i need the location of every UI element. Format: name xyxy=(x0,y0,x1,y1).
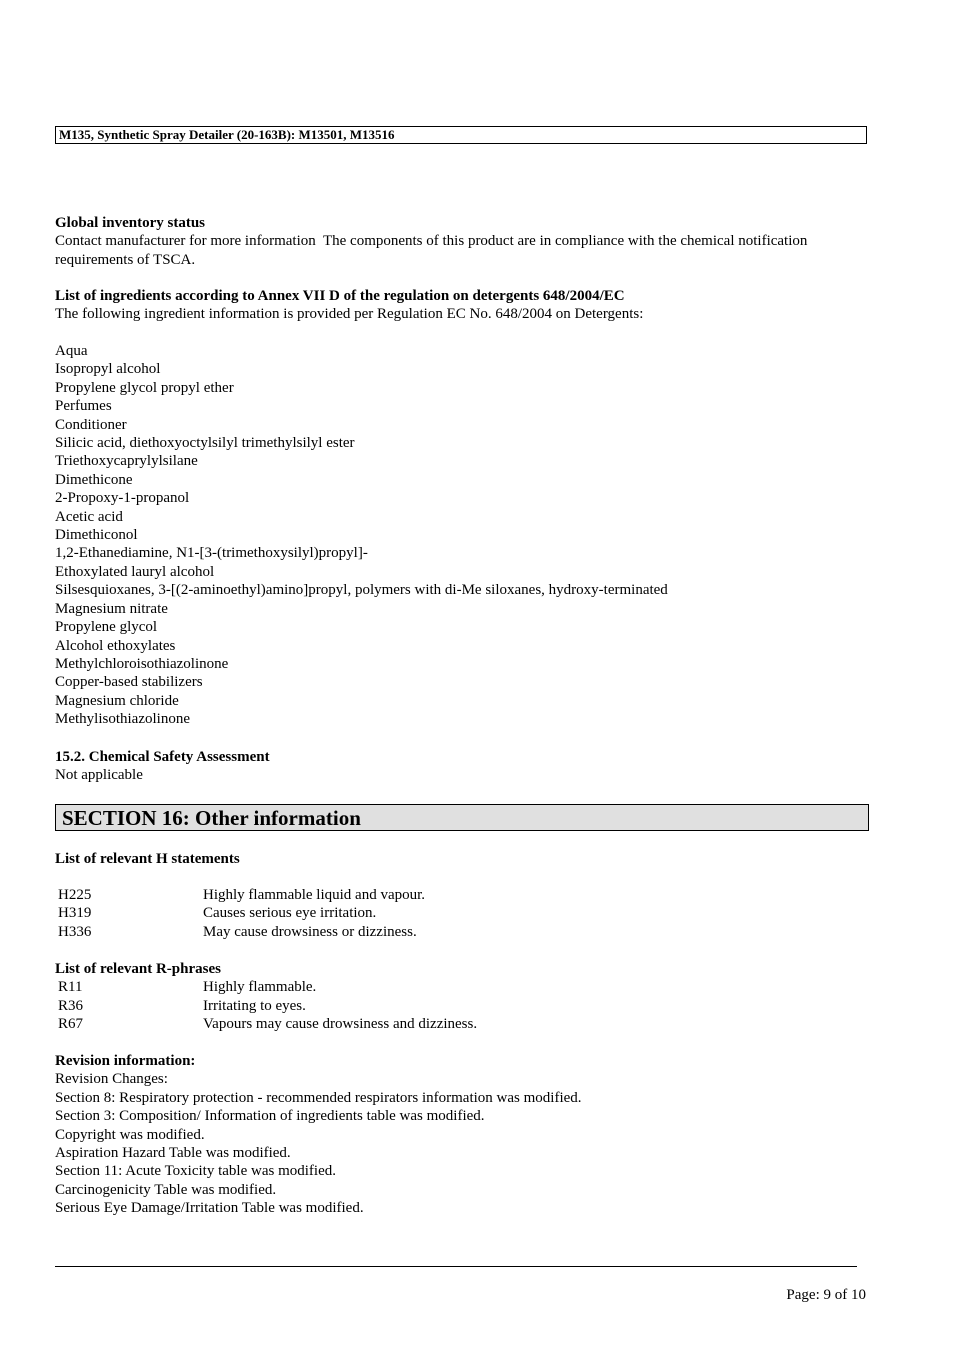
list-item: Aspiration Hazard Table was modified. xyxy=(55,1145,291,1162)
r-phrases-title: List of relevant R-phrases xyxy=(55,961,221,977)
r-text: Irritating to eyes. xyxy=(203,997,306,1014)
list-item: Silicic acid, diethoxyoctylsilyl trimethylsilyl ester xyxy=(55,435,355,452)
list-item: Acetic acid xyxy=(55,508,123,525)
detergents-section xyxy=(55,287,870,324)
list-item: 2-Propoxy-1-propanol xyxy=(55,490,190,507)
document-header: M135, Synthetic Spray Detailer (20-163B): M13501, M13516 xyxy=(55,126,867,144)
list-item: Triethoxycaprylylsilane xyxy=(55,453,198,470)
table-row xyxy=(55,1015,870,1033)
chemical-safety-assessment xyxy=(55,748,870,785)
list-item: Section 11: Acute Toxicity table was modified. xyxy=(55,1163,336,1180)
r-phrases-section xyxy=(55,960,870,1034)
h-code: H336 xyxy=(58,923,92,940)
list-item: Serious Eye Damage/Irritation Table was modified. xyxy=(55,1200,364,1217)
list-item: Magnesium chloride xyxy=(55,692,179,709)
list-item: Carcinogenicity Table was modified. xyxy=(55,1181,277,1198)
list-item: Copper-based stabilizers xyxy=(55,674,203,691)
list-item: Silsesquioxanes, 3-[(2-aminoethyl)amino]propyl, polymers with di-Me siloxanes, hydroxy-terminated xyxy=(55,582,668,599)
table-row xyxy=(55,978,870,996)
h-code: H319 xyxy=(58,905,92,922)
h-text: Highly flammable liquid and vapour. xyxy=(203,887,426,903)
footer-divider xyxy=(55,1266,857,1267)
revision-information xyxy=(55,1052,870,1218)
list-item: Revision Changes: xyxy=(55,1071,168,1088)
ingredients-list xyxy=(55,342,870,729)
list-item: Ethoxylated lauryl alcohol xyxy=(55,563,215,580)
table-row xyxy=(55,997,870,1015)
table-row xyxy=(55,923,870,941)
revision-heading: Revision information: xyxy=(55,1053,196,1069)
list-item: Conditioner xyxy=(55,416,127,433)
list-item: Section 3: Composition/ Information of ingredients table was modified. xyxy=(55,1108,485,1125)
list-item: Section 8: Respiratory protection - recommended respirators information was modified. xyxy=(55,1089,582,1106)
list-item: Methylisothiazolinone xyxy=(55,711,190,728)
h-text: Causes serious eye irritation. xyxy=(203,905,377,922)
global-inventory-text: Contact manufacturer for more information The components of this product are in compliance with the chemical notification requirements of TSCA. xyxy=(55,233,812,268)
r-text: Vapours may cause drowsiness and dizziness. xyxy=(203,1016,478,1033)
list-item: Isopropyl alcohol xyxy=(55,361,161,378)
h-text: May cause drowsiness or dizziness. xyxy=(203,923,417,940)
list-item: Propylene glycol propyl ether xyxy=(55,379,234,396)
detergents-intro: The following ingredient information is provided per Regulation EC No. 648/2004 on Detergents: xyxy=(55,306,644,323)
list-item: Copyright was modified. xyxy=(55,1126,205,1143)
r-text: Highly flammable. xyxy=(203,979,317,996)
h-code: H225 xyxy=(58,887,92,903)
h-statements-heading xyxy=(55,850,870,868)
list-item: Methylchloroisothiazolinone xyxy=(55,655,229,672)
r-code: R36 xyxy=(58,997,84,1014)
page-number: Page: 9 of 10 xyxy=(786,1287,866,1303)
csa-text: Not applicable xyxy=(55,767,143,784)
table-row xyxy=(55,904,870,922)
list-item: Dimethiconol xyxy=(55,527,138,544)
table-row xyxy=(55,886,870,904)
r-code: R67 xyxy=(58,1016,84,1033)
section-16-title: SECTION 16: Other information xyxy=(55,804,869,831)
h-statements-title: List of relevant H statements xyxy=(55,851,240,867)
list-item: Dimethicone xyxy=(55,471,133,488)
list-item: Magnesium nitrate xyxy=(55,600,168,617)
list-item: Perfumes xyxy=(55,398,112,415)
r-code: R11 xyxy=(58,979,83,996)
list-item: 1,2-Ethanediamine, N1-[3-(trimethoxysilyl)propyl]- xyxy=(55,545,368,562)
csa-heading: 15.2. Chemical Safety Assessment xyxy=(55,749,270,765)
detergents-heading: List of ingredients according to Annex VII D of the regulation on detergents 648/2004/EC xyxy=(55,288,625,304)
list-item: Aqua xyxy=(55,343,88,359)
list-item: Alcohol ethoxylates xyxy=(55,637,176,654)
global-inventory-heading: Global inventory status xyxy=(55,215,206,231)
global-inventory-section xyxy=(55,214,870,269)
h-statements-table xyxy=(55,886,870,941)
list-item: Propylene glycol xyxy=(55,619,158,636)
